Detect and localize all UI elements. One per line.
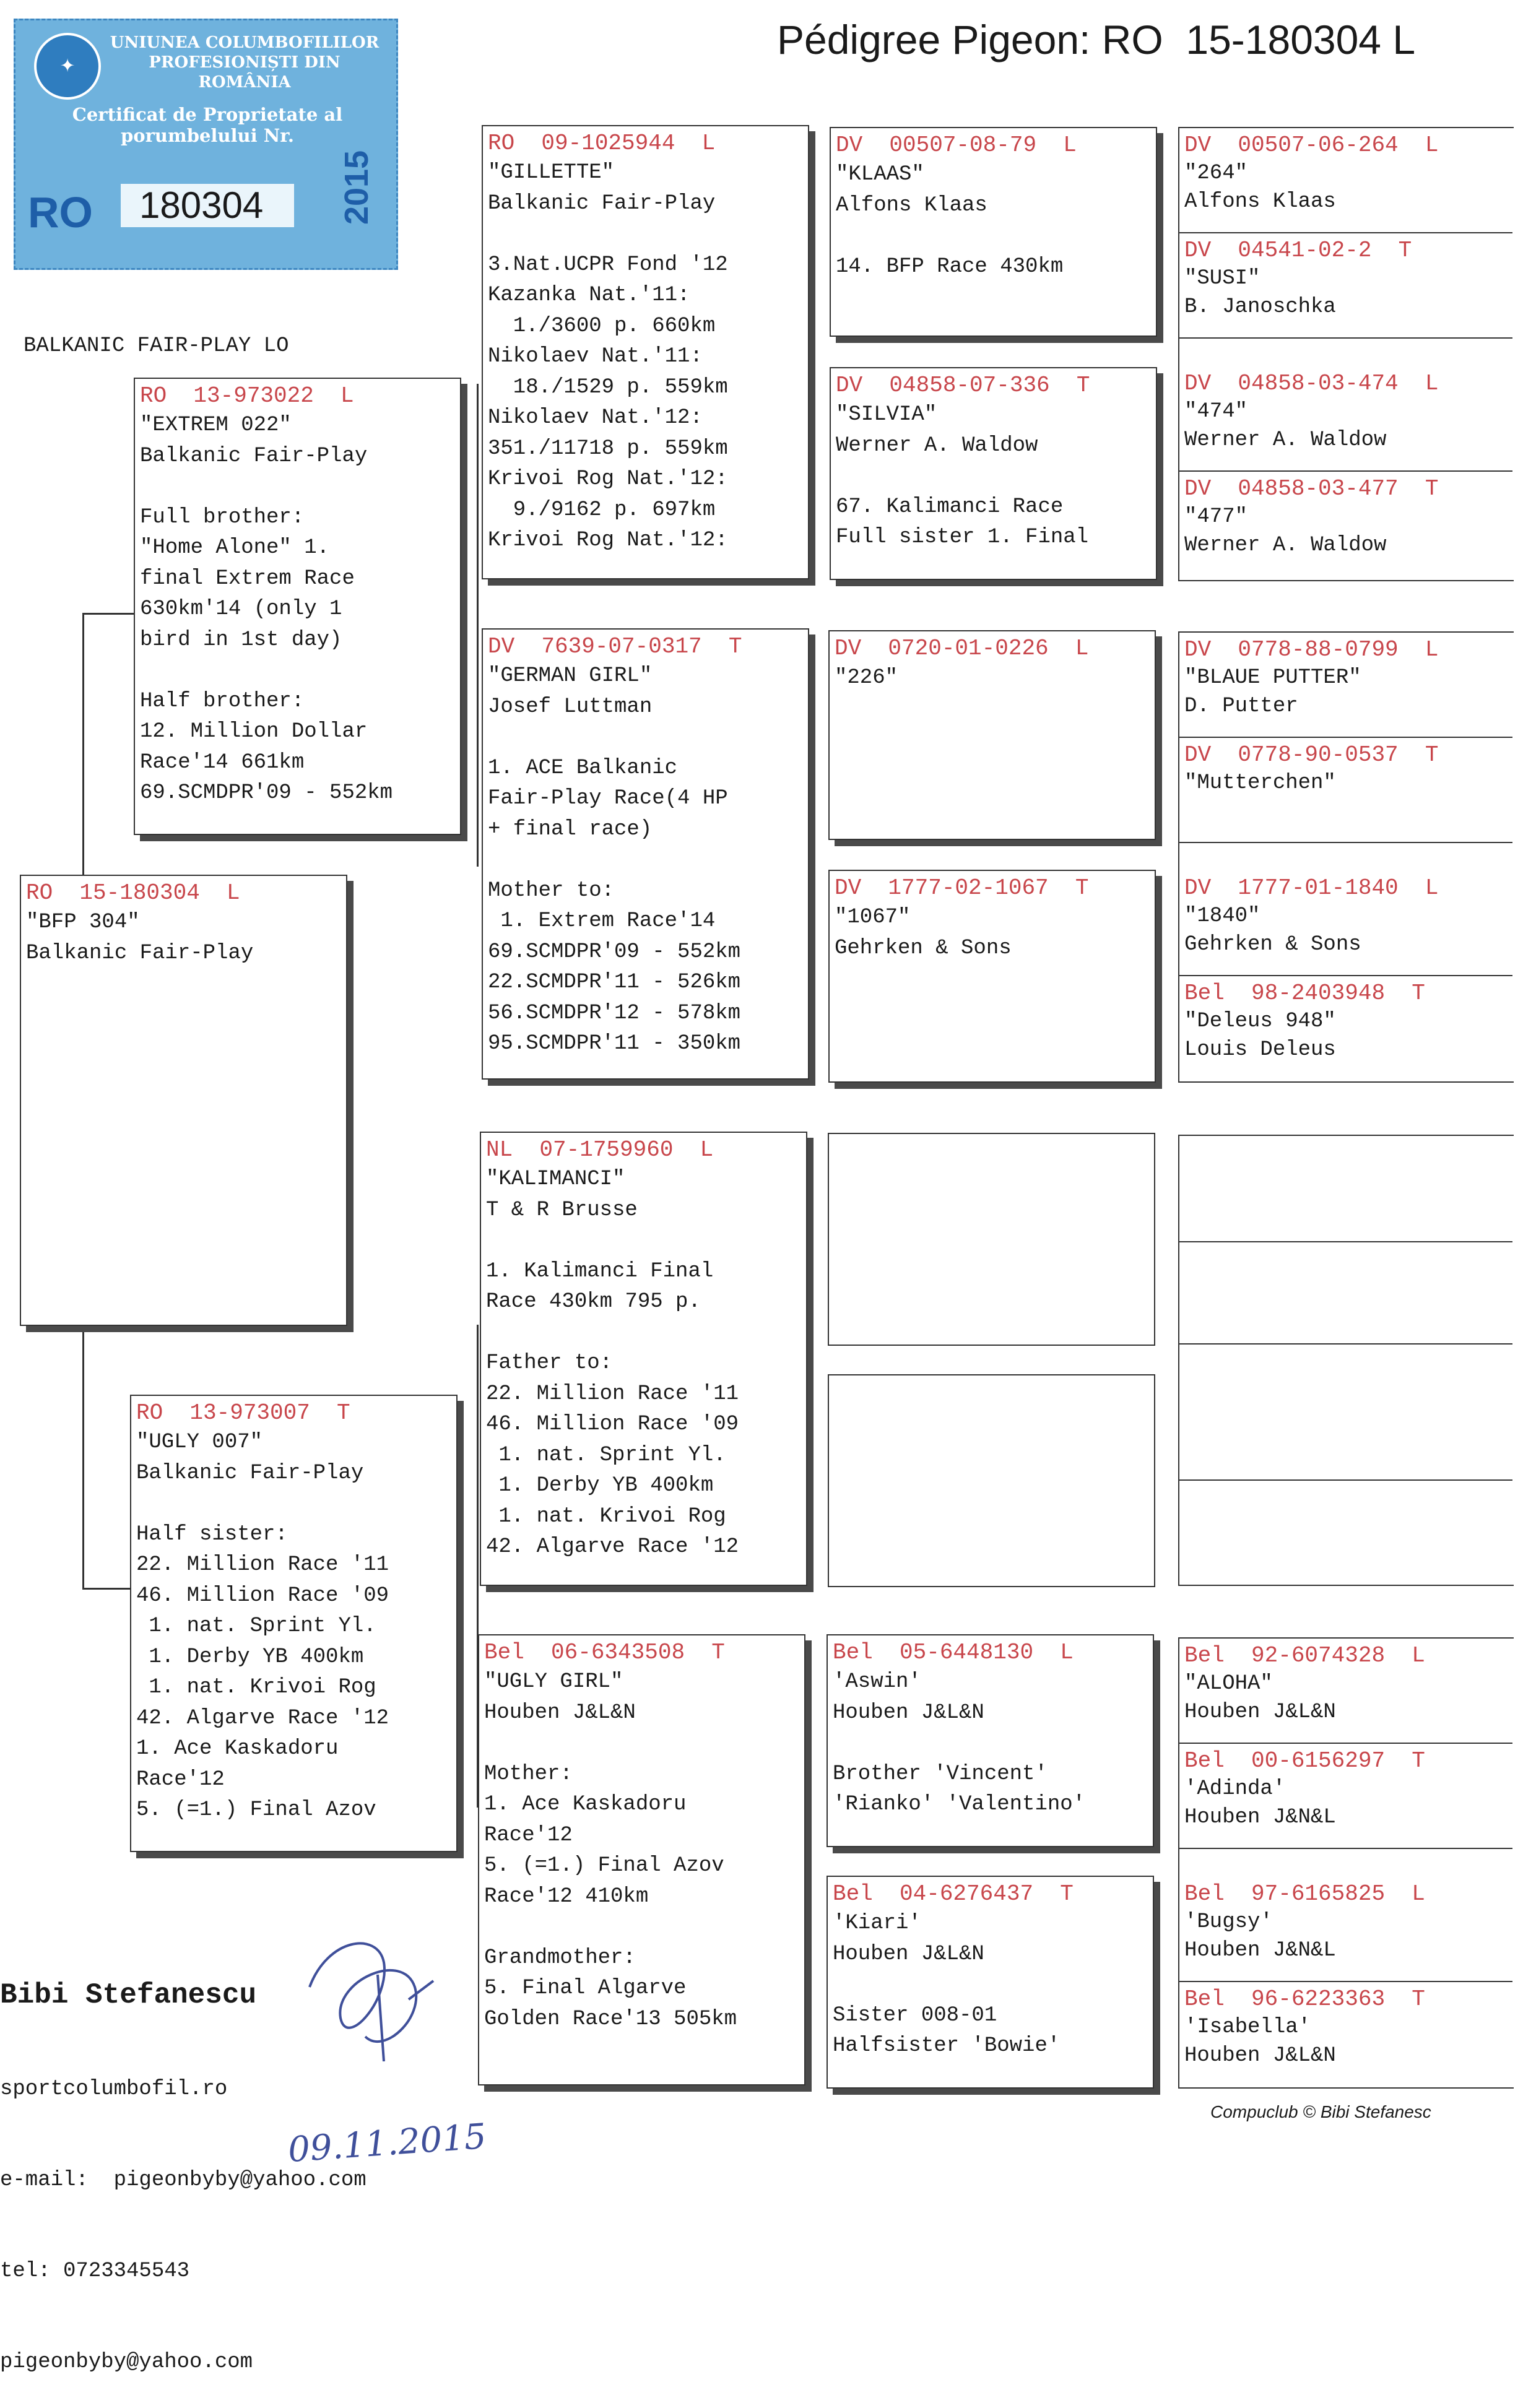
- empty-card: [828, 1374, 1155, 1587]
- dam-card: [130, 1395, 458, 1852]
- ring-number: Bel 04-6276437 T: [833, 1881, 1074, 1907]
- ring-number: Bel 00-6156297 T: [1184, 1748, 1425, 1774]
- divider: [1178, 842, 1512, 843]
- owner-name: Bibi Stefanescu: [0, 1979, 257, 2011]
- achievement-line: Halfsister 'Bowie': [833, 2034, 1061, 2058]
- achievement-line: Mother:: [484, 1762, 573, 1786]
- ancestor-entry: [1179, 738, 1438, 797]
- achievement-line: Race'12: [136, 1767, 225, 1791]
- achievement-line: Brother 'Vincent': [833, 1762, 1048, 1786]
- achievement-line: bird in 1st day): [140, 628, 342, 652]
- ring-number: DV 04858-07-336 T: [836, 373, 1090, 398]
- achievement-line: 69.SCMDPR'09 - 552km: [140, 781, 393, 805]
- achievement-line: 5. Final Algarve: [484, 1977, 687, 2000]
- great-grandsire-card: [828, 630, 1156, 840]
- breeder-name: Josef Luttman: [488, 695, 653, 719]
- divider: [1178, 1241, 1512, 1242]
- pigeon-name: "UGLY GIRL": [484, 1670, 623, 1694]
- page-title: Pédigree Pigeon: RO 15-180304 L: [777, 17, 1416, 63]
- achievement-line: 1. Kalimanci Final: [486, 1259, 714, 1283]
- achievement-line: 5. (=1.) Final Azov: [484, 1854, 724, 1877]
- ring-number: Bel 06-6343508 T: [484, 1640, 725, 1665]
- breeder-name: Houben J&N&L: [1184, 1806, 1336, 1829]
- achievement-line: 56.SCMDPR'12 - 578km: [488, 1001, 741, 1025]
- stamp-country: RO: [28, 188, 93, 236]
- stamp-number: 180304: [121, 184, 294, 227]
- great-granddam-card: [828, 870, 1156, 1083]
- achievement-line: 22. Million Race '11: [136, 1553, 389, 1577]
- achievement-line: 22. Million Race '11: [486, 1382, 739, 1406]
- connector-line: [82, 613, 137, 615]
- ring-number: DV 04858-03-477 T: [1184, 476, 1439, 501]
- breeder-name: Houben J&L&N: [1184, 2044, 1336, 2068]
- ring-number: DV 00507-08-79 L: [836, 132, 1077, 158]
- ring-number: Bel 05-6448130 L: [833, 1640, 1074, 1665]
- breeder-name: Alfons Klaas: [836, 194, 987, 217]
- ring-number: DV 04541-02-2 T: [1184, 238, 1412, 263]
- gen4-column-box: [1178, 1135, 1514, 1586]
- great-grandsire-card: [830, 127, 1157, 337]
- ring-number: Bel 96-6223363 T: [1184, 1986, 1425, 2012]
- achievement-line: 1. Ace Kaskadoru: [484, 1793, 687, 1816]
- ancestor-entry: [1179, 1982, 1425, 2070]
- breeder-name: Louis Deleus: [1184, 1038, 1336, 1062]
- achievement-line: 18./1529 p. 559km: [488, 375, 728, 399]
- breeder-name: Houben J&L&N: [484, 1701, 636, 1725]
- breeder-name: Werner A. Waldow: [1184, 534, 1387, 557]
- achievement-line: [131, 1489, 456, 1520]
- achievement-line: 1. nat. Krivoi Rog: [136, 1676, 376, 1699]
- ownership-certificate-stamp: [14, 19, 398, 270]
- contact-line: sportcolumbofil.ro: [0, 2077, 228, 2101]
- achievement-line: 67. Kalimanci Race: [836, 495, 1064, 519]
- breeder-name: Houben J&L&N: [833, 1942, 984, 1966]
- pigeon-name: "474": [1184, 400, 1248, 423]
- pigeon-name: "226": [835, 666, 898, 690]
- connector-line: [477, 384, 479, 867]
- pigeon-name: 'Adinda': [1184, 1777, 1286, 1801]
- ring-number: NL 07-1759960 L: [486, 1137, 714, 1163]
- ring-number: Bel 92-6074328 L: [1184, 1643, 1425, 1668]
- achievement-line: 1. Extrem Race'14: [488, 909, 716, 933]
- empty-card: [828, 1133, 1155, 1346]
- ancestor-entry: [1179, 1744, 1425, 1832]
- achievement-line: [479, 1728, 804, 1759]
- divider: [1178, 1848, 1512, 1849]
- achievement-line: Race 430km 795 p.: [486, 1290, 701, 1314]
- achievement-line: Full brother:: [140, 505, 305, 529]
- achievement-line: 1. ACE Balkanic: [488, 756, 678, 780]
- pigeon-name: "477": [1184, 505, 1248, 529]
- achievement-line: 630km'14 (only 1: [140, 597, 342, 621]
- breeder-name: Balkanic Fair-Play: [140, 444, 368, 468]
- achievement-line: 12. Million Dollar: [140, 720, 368, 743]
- connector-line: [82, 1322, 84, 1588]
- copyright-notice: Compuclub © Bibi Stefanesc: [1210, 2102, 1431, 2121]
- pigeon-name: 'Isabella': [1184, 2016, 1311, 2039]
- dam-sire-card: [480, 1132, 807, 1586]
- achievement-line: 1. nat. Krivoi Rog: [486, 1504, 726, 1528]
- breeder-name: Gehrken & Sons: [835, 937, 1012, 960]
- breeder-name: Houben J&L&N: [833, 1701, 984, 1725]
- pigeon-name: "KALIMANCI": [486, 1167, 625, 1191]
- achievement-line: 351./11718 p. 559km: [488, 436, 728, 461]
- breeder-name: T & R Brusse: [486, 1198, 638, 1222]
- connector-line: [82, 613, 84, 876]
- achievement-line: Sister 008-01: [833, 2003, 997, 2027]
- breeder-name: Houben J&L&N: [1184, 1700, 1336, 1724]
- achievement-line: [828, 1970, 1153, 2001]
- achievement-line: 42. Algarve Race '12: [486, 1535, 739, 1559]
- union-logo-icon: ✦: [34, 33, 101, 100]
- achievement-line: Nikolaev Nat.'12:: [488, 406, 703, 430]
- achievement-line: 22.SCMDPR'11 - 526km: [488, 971, 741, 994]
- achievement-line: Father to:: [486, 1351, 613, 1375]
- ancestor-entry: [1179, 871, 1438, 959]
- achievement-line: Golden Race'13 505km: [484, 2007, 737, 2031]
- sire-card: [134, 378, 461, 835]
- achievement-line: [483, 219, 808, 250]
- achievement-line: [828, 1728, 1153, 1759]
- ring-number: DV 1777-01-1840 L: [1184, 875, 1439, 901]
- ring-number: DV 04858-03-474 L: [1184, 371, 1439, 396]
- ring-number: DV 0778-90-0537 T: [1184, 742, 1439, 768]
- achievement-line: 1./3600 p. 660km: [488, 314, 716, 338]
- achievement-line: 95.SCMDPR'11 - 350km: [488, 1032, 741, 1055]
- ring-number: Bel 98-2403948 T: [1184, 981, 1425, 1006]
- achievement-line: 9./9162 p. 697km: [488, 498, 716, 522]
- achievement-line: Fair-Play Race(4 HP: [488, 787, 728, 810]
- great-granddam-card: [827, 1876, 1154, 2089]
- divider: [1178, 337, 1512, 339]
- stamp-org-name: UNIUNEA COLUMBOFILILOR PROFESIONIȘTI DIN ROMÂNIA: [110, 33, 380, 92]
- handwritten-date: 09.11.2015: [287, 2116, 488, 2171]
- pigeon-name: 'Aswin': [833, 1670, 921, 1694]
- ring-number: DV 1777-02-1067 T: [835, 875, 1089, 901]
- achievement-line: final Extrem Race: [140, 566, 355, 591]
- pigeon-name: "KLAAS": [836, 163, 924, 186]
- achievement-line: + final race): [488, 817, 653, 841]
- dam-dam-card: [478, 1634, 805, 2085]
- ancestor-entry: [1179, 976, 1425, 1064]
- contact-line: e-mail: pigeonbyby@yahoo.com: [0, 2168, 367, 2192]
- pigeon-name: "ALOHA": [1184, 1672, 1273, 1696]
- great-granddam-card: [830, 367, 1157, 580]
- contact-line: pigeonbyby@yahoo.com: [0, 2350, 253, 2374]
- pigeon-name: "BLAUE PUTTER": [1184, 666, 1361, 690]
- achievement-line: Half sister:: [136, 1522, 288, 1546]
- pigeon-name: "Deleus 948": [1184, 1010, 1336, 1033]
- breeder-name: Werner A. Waldow: [1184, 428, 1387, 452]
- achievement-line: 46. Million Race '09: [486, 1413, 739, 1436]
- signature: [291, 1913, 452, 2074]
- pigeon-name: "BFP 304": [26, 911, 140, 934]
- achievement-line: [479, 1912, 804, 1943]
- achievement-line: [483, 845, 808, 876]
- achievement-line: Nikolaev Nat.'11:: [488, 345, 703, 368]
- ring-number: DV 0720-01-0226 L: [835, 636, 1089, 661]
- divider: [1178, 1479, 1512, 1481]
- achievement-line: Race'14 661km: [140, 750, 305, 774]
- achievement-line: 14. BFP Race 430km: [836, 254, 1064, 279]
- pigeon-name: "1067": [835, 906, 911, 929]
- achievement-line: Mother to:: [488, 878, 615, 903]
- breeder-name: D. Putter: [1184, 695, 1298, 718]
- achievement-line: 1. Derby YB 400km: [486, 1474, 714, 1497]
- sire-dam-card: [482, 628, 809, 1080]
- achievement-line: Half brother:: [140, 689, 305, 713]
- pigeon-name: 'Kiari': [833, 1912, 921, 1935]
- ancestor-entry: [1179, 472, 1438, 560]
- pigeon-name: "EXTREM 022": [140, 414, 292, 437]
- breeder-name: Gehrken & Sons: [1184, 933, 1361, 956]
- great-grandsire-card: [827, 1634, 1154, 1847]
- pigeon-name: "1840": [1184, 904, 1260, 928]
- achievement-line: 69.SCMDPR'09 - 552km: [488, 940, 741, 964]
- contact-line: tel: 0723345543: [0, 2259, 190, 2283]
- achievement-line: 5. (=1.) Final Azov: [136, 1798, 376, 1822]
- achievement-line: 1. Ace Kaskadoru: [136, 1737, 339, 1761]
- pigeon-name: "SUSI": [1184, 267, 1260, 290]
- achievement-line: 'Rianko' 'Valentino': [833, 1793, 1086, 1816]
- ring-number: Bel 97-6165825 L: [1184, 1881, 1425, 1907]
- stamp-year: 2015: [338, 150, 375, 225]
- achievement-line: [481, 1226, 806, 1257]
- breeder-name: Balkanic Fair-Play: [136, 1462, 364, 1485]
- breeder-name: Alfons Klaas: [1184, 190, 1336, 214]
- achievement-line: 42. Algarve Race '12: [136, 1706, 389, 1730]
- stamp-certificate-label: Certificat de Proprietate al porumbelului Nr.: [72, 104, 343, 146]
- achievement-line: [831, 461, 1156, 492]
- achievement-line: [831, 221, 1156, 252]
- achievement-line: Full sister 1. Final: [836, 526, 1089, 549]
- ring-number: RO 13-973022 L: [140, 383, 354, 409]
- ring-number: DV 7639-07-0317 T: [488, 634, 742, 659]
- breeder-name: Balkanic Fair-Play: [488, 192, 716, 215]
- ancestor-entry: [1179, 1639, 1425, 1726]
- connector-line: [82, 1588, 133, 1590]
- ring-number: RO 09-1025944 L: [488, 131, 716, 156]
- sire-sire-card: [482, 125, 809, 579]
- ancestor-entry: [1179, 1877, 1425, 1965]
- achievement-line: Race'12 410km: [484, 1884, 649, 1908]
- ancestor-entry: [1179, 128, 1438, 216]
- ring-number: RO 15-180304 L: [26, 880, 240, 906]
- ring-number: DV 00507-06-264 L: [1184, 132, 1439, 158]
- divider: [1178, 1343, 1512, 1345]
- ring-number: RO 13-973007 T: [136, 1400, 350, 1426]
- breeder-name: Werner A. Waldow: [836, 434, 1038, 457]
- pigeon-name: "Mutterchen": [1184, 771, 1336, 795]
- ring-number: DV 0778-88-0799 L: [1184, 637, 1439, 662]
- pigeon-name: "GERMAN GIRL": [488, 664, 653, 688]
- achievement-line: Kazanka Nat.'11:: [488, 284, 690, 307]
- achievement-line: Race'12: [484, 1823, 573, 1847]
- pigeon-name: "SILVIA": [836, 403, 937, 427]
- achievement-line: [483, 722, 808, 753]
- achievement-line: [135, 472, 460, 503]
- achievement-line: 3.Nat.UCPR Fond '12: [488, 253, 728, 277]
- achievement-line: "Home Alone" 1.: [140, 536, 330, 560]
- achievement-line: [481, 1318, 806, 1349]
- achievement-line: 46. Million Race '09: [136, 1583, 389, 1608]
- breeder-name: Houben J&N&L: [1184, 1939, 1336, 1962]
- ancestor-entry: [1179, 633, 1438, 721]
- ancestor-entry: [1179, 366, 1438, 454]
- breeder-name: Balkanic Fair-Play: [26, 942, 254, 965]
- ancestor-entry: [1179, 233, 1412, 321]
- pigeon-name: "UGLY 007": [136, 1431, 263, 1454]
- subject-pigeon-card: [20, 875, 347, 1326]
- achievement-line: [135, 656, 460, 686]
- breeder-name: B. Janoschka: [1184, 295, 1336, 319]
- achievement-line: Grandmother:: [484, 1946, 636, 1970]
- achievement-line: Krivoi Rog Nat.'12:: [488, 467, 728, 491]
- pigeon-name: "264": [1184, 162, 1248, 185]
- achievement-line: 1. Derby YB 400km: [136, 1645, 364, 1669]
- achievement-line: 1. nat. Sprint Yl.: [136, 1614, 376, 1638]
- achievement-line: 1. nat. Sprint Yl.: [486, 1443, 726, 1467]
- pigeon-name: "GILLETTE": [488, 161, 615, 184]
- loft-label: BALKANIC FAIR-PLAY LO: [24, 334, 289, 358]
- achievement-line: Krivoi Rog Nat.'12:: [488, 529, 728, 552]
- pigeon-name: 'Bugsy': [1184, 1910, 1273, 1934]
